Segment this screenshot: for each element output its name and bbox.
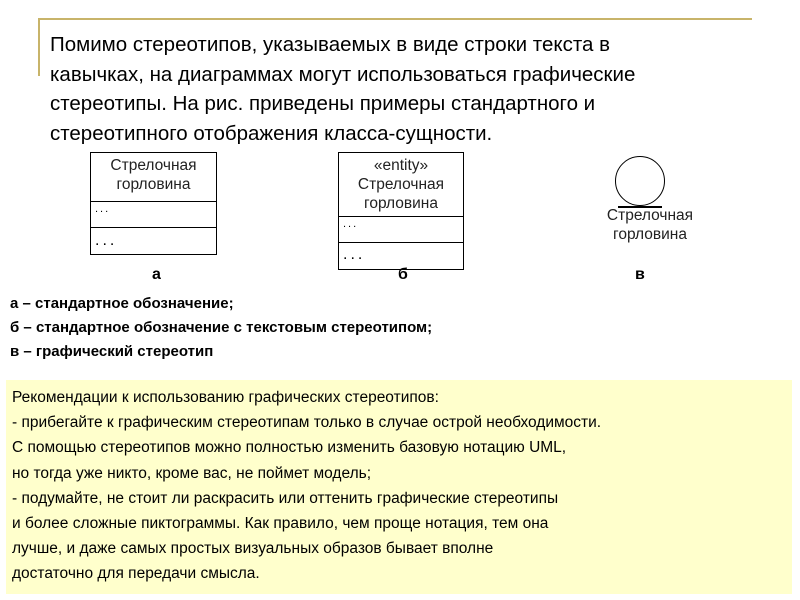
- figure-label-b: б: [398, 266, 408, 283]
- recommendations-box: [6, 380, 792, 594]
- class-name-line: Стрелочная: [110, 157, 197, 174]
- class-name-line: горловина: [116, 176, 191, 193]
- slide-frame-top-line: [38, 18, 752, 20]
- class-name: [339, 153, 463, 216]
- class-name: [91, 153, 216, 201]
- attributes-section: ...: [91, 201, 216, 227]
- intro-line: кавычках, на диаграммах могут использоваться графические: [50, 62, 636, 86]
- recommendation-line: - подумайте, не стоит ли раскрасить или оттенить графические стереотипы: [12, 489, 559, 507]
- operations-section: ...: [91, 227, 216, 253]
- class-name-line: горловина: [364, 195, 438, 212]
- recommendation-line: но тогда уже никто, кроме вас, не поймет модель;: [12, 464, 371, 482]
- figure-label-a: а: [152, 266, 161, 283]
- entity-circle-icon: [615, 156, 665, 206]
- operations-section: ...: [339, 242, 463, 268]
- recommendation-line: лучше, и даже самых простых визуальных образов бывает вполне: [12, 540, 494, 558]
- legend-line: б – стандартное обозначение с текстовым стереотипом;: [10, 319, 433, 336]
- slide-frame-left-line: [38, 18, 40, 76]
- recommendation-line: и более сложные пиктограммы. Как правило, чем проще нотация, тем она: [12, 515, 549, 533]
- recommendation-line: - прибегайте к графическим стереотипам только в случае острой необходимости.: [12, 414, 602, 432]
- figure-label-c: в: [635, 266, 645, 283]
- recommendation-line: Рекомендации к использованию графических стереотипов:: [12, 389, 439, 406]
- class-name-line: Стрелочная: [357, 176, 445, 193]
- intro-line: Помимо стереотипов, указываемых в виде строки текста в: [50, 33, 610, 56]
- entity-caption-line: горловина: [613, 226, 687, 243]
- figure-legend: [10, 292, 432, 364]
- legend-line: а – стандартное обозначение;: [10, 295, 234, 312]
- recommendation-line: достаточно для передачи смысла.: [12, 565, 260, 583]
- attributes-section: ...: [339, 216, 463, 242]
- entity-caption: [580, 206, 720, 244]
- recommendation-line: С помощью стереотипов можно полностью изменить базовую нотацию UML,: [12, 439, 567, 457]
- intro-line: стереотипы. На рис. приведены примеры стандартного и: [50, 92, 596, 115]
- stereotype-label: «entity»: [373, 157, 429, 174]
- uml-class-with-stereotype: [338, 152, 464, 270]
- legend-line: в – графический стереотип: [10, 343, 214, 360]
- intro-line: стереотипного отображения класса-сущности.: [50, 121, 493, 145]
- entity-caption-line: Стрелочная: [606, 207, 694, 224]
- uml-class-standard: [90, 152, 217, 255]
- intro-paragraph: [50, 30, 750, 148]
